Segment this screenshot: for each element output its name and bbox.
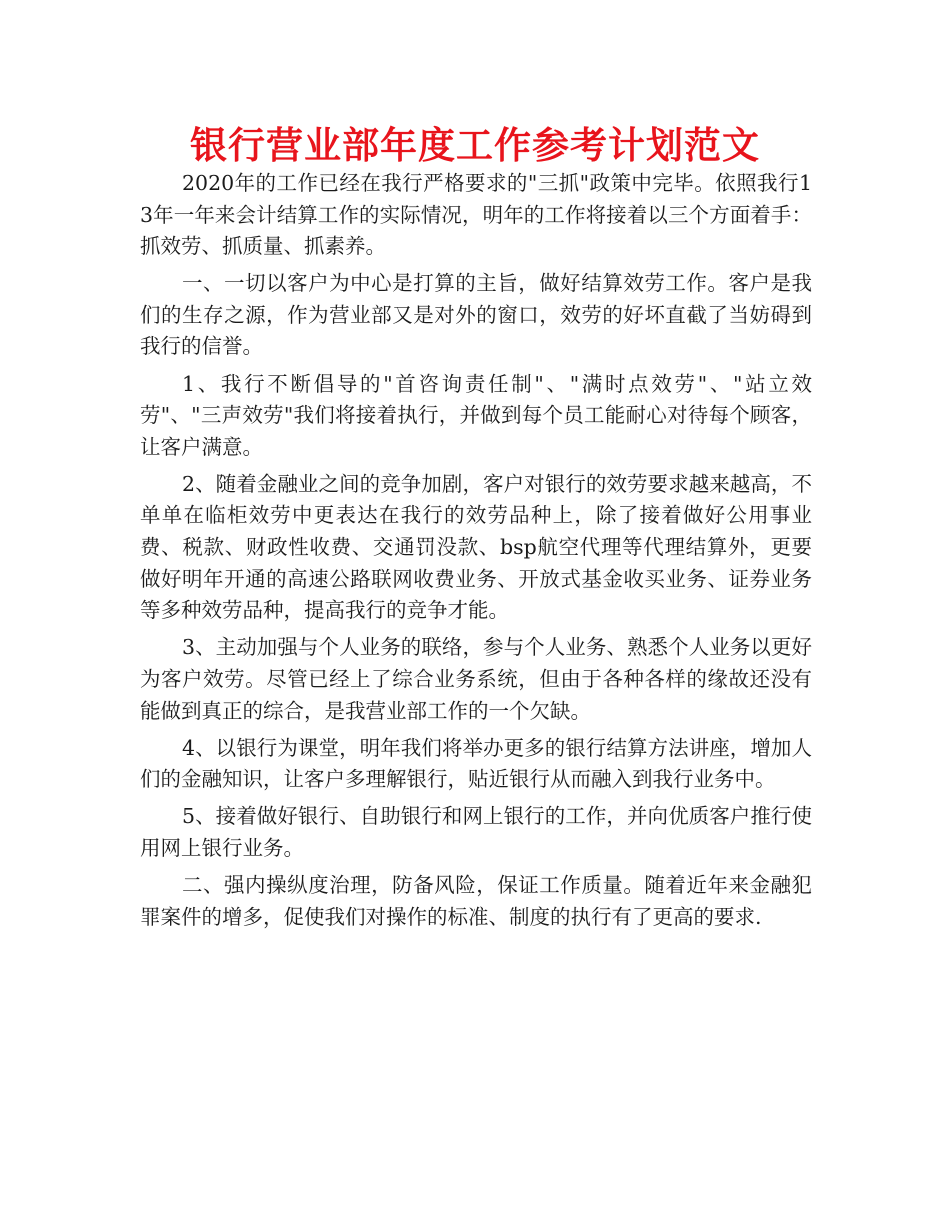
paragraph-item-4: 4、以银行为课堂，明年我们将举办更多的银行结算方法讲座，增加人们的金融知识，让客户多理解银行，贴近银行从而融入到我行业务中。 (140, 735, 812, 792)
paragraph-item-3: 3、主动加强与个人业务的联络，参与个人业务、熟悉个人业务以更好为客户效劳。尽管已经上了综合业务系统，但由于各种各样的缘故还没有能做到真正的综合，是我营业部工作的一个欠缺。 (140, 635, 812, 723)
document-title: 银行营业部年度工作参考计划范文 (190, 124, 760, 167)
paragraph-item-5: 5、接着做好银行、自助银行和网上银行的工作，并向优质客户推行使用网上银行业务。 (140, 804, 812, 860)
paragraph-section-2: 二、强内操纵度治理，防备风险，保证工作质量。随着近年来金融犯罪案件的增多，促使我们对操作的标准、制度的执行有了更高的要求. (140, 872, 812, 929)
paragraph-item-1: 1、我行不断倡导的"首咨询责任制"、"满时点效劳"、"站立效劳"、"三声效劳"我们将接着执行，并做到每个员工能耐心对待每个顾客，让客户满意。 (140, 371, 812, 459)
paragraph-section-1: 一、一切以客户为中心是打算的主旨，做好结算效劳工作。客户是我们的生存之源，作为营业部又是对外的窗口，效劳的好坏直截了当妨碍到我行的信誉。 (140, 271, 812, 359)
paragraph-item-2: 2、随着金融业之间的竞争加剧，客户对银行的效劳要求越来越高，不单单在临柜效劳中更表达在我行的效劳品种上，除了接着做好公用事业费、税款、财政性收费、交通罚没款、bsp航空代理等代理结算外，更要做好明年开通的高速公路联网收费业务、开放式基金收买业务、证券业务等多种效劳品种，提高我行的竞争才能。 (140, 471, 812, 623)
paragraph-intro: 2020年的工作已经在我行严格要求的"三抓"政策中完毕。依照我行13年一年来会计结算工作的实际情况，明年的工作将接着以三个方面着手：抓效劳、抓质量、抓素养。 (140, 171, 812, 259)
document-body (140, 168, 812, 939)
